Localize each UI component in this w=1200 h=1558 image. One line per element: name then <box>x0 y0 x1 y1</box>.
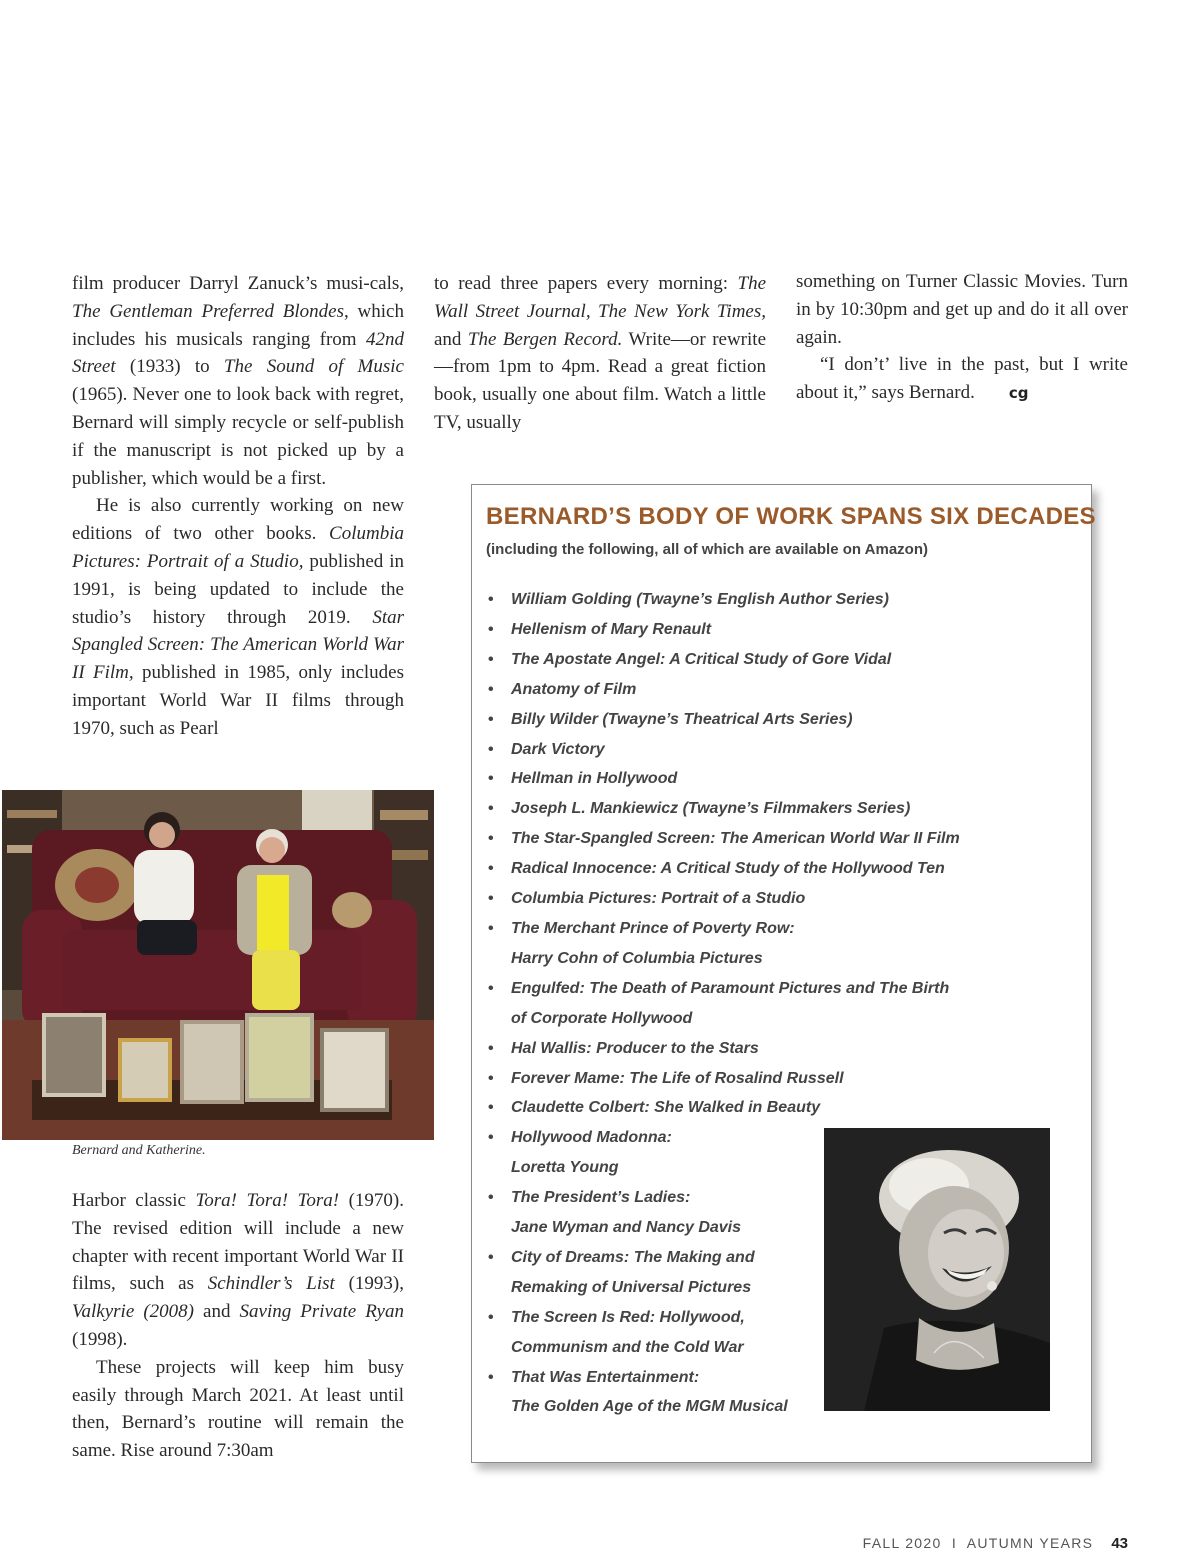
paragraph: something on Turner Classic Movies. Turn in by 10:30pm and get up and do it all over again. <box>796 271 1128 348</box>
book-title: Forever Mame: The Life of Rosalind Russell <box>511 1069 844 1087</box>
text-run: to read three papers every morning: <box>434 273 738 294</box>
book-title: The President’s Ladies: <box>511 1189 691 1207</box>
film-title: Schindler’s List <box>207 1273 335 1295</box>
article-column-2 <box>434 270 766 437</box>
film-title: 42nd Street <box>72 328 404 378</box>
book-list-item <box>486 645 1016 675</box>
article-column-1-bottom <box>72 1187 404 1465</box>
book-title: Claudette Colbert: She Walked in Beauty <box>511 1099 821 1117</box>
text-run: and <box>434 328 468 350</box>
paragraph <box>72 492 404 742</box>
book-list-item <box>486 585 1016 615</box>
book-list-item <box>486 974 1016 1034</box>
book-list-item <box>486 854 1016 884</box>
book-title: The Screen Is Red: Hollywood, <box>511 1308 745 1326</box>
book-title: Radical Innocence: A Critical Study of the Hollywood Ten <box>511 860 945 878</box>
text-run: (1965). Never one to look back with regret, Bernard will simply recycle or self-publish if the manuscript is not picked up by a publisher, which would be a first. <box>72 384 404 489</box>
book-title: Columbia Pictures: Portrait of a Studio, <box>72 523 404 572</box>
page-number: 43 <box>1111 1535 1128 1552</box>
book-title: The Merchant Prince of Poverty Row: <box>511 919 795 937</box>
film-title: Valkyrie (2008) <box>72 1301 194 1323</box>
photo-bernard-and-katherine <box>2 790 434 1140</box>
book-list-item <box>486 1093 1016 1123</box>
photo-portrait-laughing-woman <box>824 1128 1050 1411</box>
text-run: film producer Darryl Zanuck’s musi-cals, <box>72 273 404 294</box>
book-title-continued: of Corporate Hollywood <box>511 1009 693 1027</box>
book-list-item <box>486 675 1016 705</box>
film-title: Tora! Tora! Tora! <box>195 1190 340 1211</box>
book-title-continued: The Golden Age of the MGM Musical <box>511 1398 788 1416</box>
film-title: The Sound of Music <box>223 356 404 378</box>
book-title: Dark Victory <box>511 740 605 758</box>
newspaper-titles: The Wall Street Journal, The New York Times, <box>434 273 766 322</box>
article-column-1-top <box>72 270 404 743</box>
book-title: City of Dreams: The Making and <box>511 1248 755 1266</box>
book-list-item <box>486 914 1016 974</box>
end-mark-icon: cg <box>1008 384 1029 403</box>
book-title-continued: Harry Cohn of Columbia Pictures <box>511 949 763 967</box>
book-title: The Star-Spangled Screen: The American World War II Film <box>511 830 960 848</box>
newspaper-title: The Bergen Record. <box>467 328 623 350</box>
book-title: Columbia Pictures: Portrait of a Studio <box>511 890 806 908</box>
book-title: Hellenism of Mary Renault <box>511 620 712 638</box>
book-title-continued: Jane Wyman and Nancy Davis <box>511 1219 742 1237</box>
book-list-item <box>486 1034 1016 1064</box>
sidebar-subtitle: (including the following, all of which are available on Amazon) <box>486 541 928 558</box>
book-title: William Golding (Twayne’s English Author Series) <box>511 591 889 608</box>
page-footer <box>863 1535 1128 1552</box>
book-title: Hellman in Hollywood <box>511 770 678 788</box>
photo-illustration <box>2 790 434 1140</box>
issue-label: FALL 2020 I AUTUMN YEARS <box>862 1535 1094 1551</box>
paragraph <box>72 1187 404 1354</box>
text-run: published in 1991, is being updated to include the studio’s history through 2019. <box>72 550 404 628</box>
book-list-item <box>486 884 1016 914</box>
paragraph <box>434 270 766 437</box>
book-title: The Gentleman Preferred Blondes <box>72 300 344 322</box>
book-title: Engulfed: The Death of Paramount Pictures and The Birth <box>511 979 950 997</box>
article-column-3 <box>796 268 1128 408</box>
film-title: Saving Private Ryan <box>239 1301 404 1323</box>
book-list-item <box>486 764 1016 794</box>
book-title: Joseph L. Mankiewicz (Twayne’s Filmmakers Series) <box>511 800 911 818</box>
book-list-item <box>486 794 1016 824</box>
book-title: Hal Wallis: Producer to the Stars <box>511 1039 759 1057</box>
book-list-item <box>486 1064 1016 1094</box>
paragraph <box>796 351 1128 408</box>
book-title: That Was Entertainment: <box>511 1368 700 1386</box>
book-list-item <box>486 615 1016 645</box>
book-title: Hollywood Madonna: <box>511 1129 672 1147</box>
text-run: Harbor classic <box>72 1190 196 1211</box>
book-list-item <box>486 735 1016 765</box>
book-title-continued: Remaking of Universal Pictures <box>511 1278 752 1296</box>
portrait-illustration <box>824 1128 1050 1411</box>
book-list-item <box>486 705 1016 735</box>
quote-text: “I don’t’ live in the past, but I write about it,” says Bernard. <box>796 354 1128 404</box>
paragraph <box>72 270 404 492</box>
book-title-continued: Communism and the Cold War <box>511 1338 744 1356</box>
book-title: Star Spangled Screen: The American World War II Film, <box>72 606 404 684</box>
paragraph: These projects will keep him busy easily through March 2021. At least until then, Bernard’s routine will remain the same. Rise around 7:30am <box>72 1356 404 1462</box>
book-title-continued: Loretta Young <box>511 1159 619 1177</box>
book-title: Billy Wilder (Twayne’s Theatrical Arts Series) <box>511 710 853 728</box>
book-title: Anatomy of Film <box>511 680 637 698</box>
text-run: (1933) to <box>115 356 224 378</box>
photo-caption: Bernard and Katherine. <box>72 1143 206 1158</box>
book-list-item <box>486 824 1016 854</box>
book-title: The Apostate Angel: A Critical Study of Gore Vidal <box>511 650 892 668</box>
sidebar-title: BERNARD’S BODY OF WORK SPANS SIX DECADES <box>486 503 1096 530</box>
text-run: and <box>193 1301 240 1323</box>
text-run: published in 1985, only includes important World War II films through 1970, such as Pearl <box>72 662 404 739</box>
text-run: , which includes his musicals ranging from <box>72 300 404 350</box>
text-run: He is also currently working on new editions of two other books. <box>72 495 404 545</box>
text-run: Write—or rewrite—from 1pm to 4pm. Read a great fiction book, usually one about film. Watch a little TV, usually <box>434 328 766 433</box>
text-run: (1998). <box>72 1328 128 1350</box>
text-run: (1993), <box>334 1273 404 1295</box>
text-run: (1970). The revised edition will include a new chapter with recent important World War II films, such as <box>72 1190 404 1295</box>
